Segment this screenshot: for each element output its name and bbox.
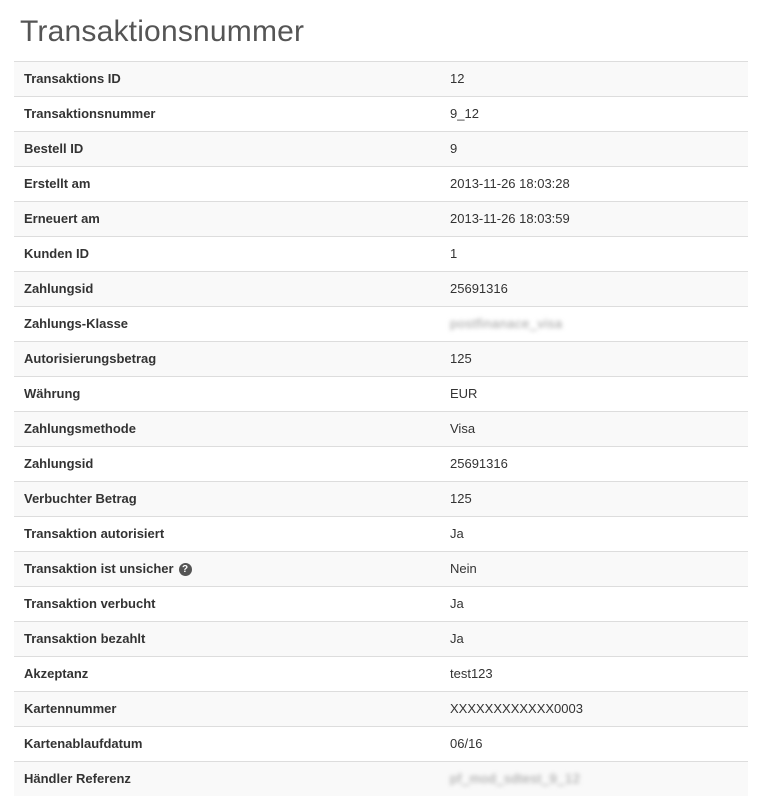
row-value [440,237,748,272]
row-label [14,412,440,447]
row-label-text: Zahlungsmethode [24,421,136,436]
row-label [14,307,440,342]
transaction-detail-table [14,61,748,796]
row-label [14,692,440,727]
row-label-text: Zahlungsid [24,281,93,296]
table-row [14,482,748,517]
row-label [14,62,440,97]
row-value [440,657,748,692]
row-value [440,692,748,727]
row-value-text: XXXXXXXXXXXX0003 [450,701,583,716]
row-value-text: 25691316 [450,281,508,296]
row-label-text: Kunden ID [24,246,89,261]
row-label-text: Zahlungs-Klasse [24,316,128,331]
row-value-text: 9 [450,141,457,156]
row-value [440,482,748,517]
row-value-text: 2013-11-26 18:03:59 [450,211,570,226]
row-value [440,132,748,167]
row-value-text: pf_mod_sdtest_9_12 [450,770,580,788]
row-value-text: Visa [450,421,475,436]
row-label [14,657,440,692]
row-label-text: Akzeptanz [24,666,88,681]
row-label [14,482,440,517]
table-row [14,552,748,587]
row-label-text: Händler Referenz [24,771,131,786]
table-row [14,377,748,412]
row-value-text: 1 [450,246,457,261]
row-value-text: EUR [450,386,477,401]
row-value [440,97,748,132]
row-value-text: Ja [450,631,464,646]
table-row [14,517,748,552]
row-value-text: 125 [450,351,472,366]
row-label-text: Währung [24,386,80,401]
row-value [440,517,748,552]
row-value-text: 9_12 [450,106,479,121]
table-row [14,412,748,447]
row-label [14,237,440,272]
row-label [14,622,440,657]
row-label-text: Transaktion ist unsicher [24,561,174,576]
row-value-text: test123 [450,666,493,681]
row-value [440,272,748,307]
row-label [14,272,440,307]
row-value [440,342,748,377]
row-value [440,307,748,342]
row-value [440,412,748,447]
row-label [14,132,440,167]
row-label-text: Erneuert am [24,211,100,226]
row-value [440,377,748,412]
row-label [14,447,440,482]
row-label [14,762,440,796]
row-value [440,62,748,97]
row-value [440,587,748,622]
row-value-text: 125 [450,491,472,506]
row-value [440,727,748,762]
row-label [14,552,440,587]
table-row [14,202,748,237]
row-label [14,202,440,237]
row-value [440,552,748,587]
row-value-text: Ja [450,596,464,611]
table-row [14,237,748,272]
table-row [14,447,748,482]
table-row [14,727,748,762]
row-label-text: Erstellt am [24,176,90,191]
row-value [440,447,748,482]
table-row [14,272,748,307]
table-row [14,762,748,796]
row-label-text: Verbuchter Betrag [24,491,137,506]
help-icon[interactable]: ? [179,563,192,576]
row-label [14,342,440,377]
table-row [14,62,748,97]
table-row [14,97,748,132]
row-label-text: Zahlungsid [24,456,93,471]
row-value-text: 25691316 [450,456,508,471]
row-label-text: Transaktions ID [24,71,121,86]
row-value [440,202,748,237]
table-row [14,622,748,657]
row-value [440,762,748,796]
table-row [14,167,748,202]
row-value-text: 06/16 [450,736,483,751]
row-value-text: Nein [450,561,477,576]
row-label-text: Kartennummer [24,701,116,716]
row-label [14,97,440,132]
table-row [14,307,748,342]
row-label-text: Transaktion autorisiert [24,526,164,541]
row-value-text: 12 [450,71,464,86]
table-row [14,692,748,727]
row-value [440,622,748,657]
table-row [14,342,748,377]
row-label [14,377,440,412]
row-label [14,727,440,762]
row-label-text: Kartenablaufdatum [24,736,142,751]
row-value-text: postfinanace_visa [450,315,563,333]
row-label-text: Transaktion verbucht [24,596,155,611]
table-row [14,657,748,692]
row-label-text: Autorisierungsbetrag [24,351,156,366]
table-body [14,62,748,796]
row-label-text: Bestell ID [24,141,83,156]
row-value-text: Ja [450,526,464,541]
row-label [14,587,440,622]
table-row [14,132,748,167]
table-row [14,587,748,622]
row-label-text: Transaktion bezahlt [24,631,145,646]
row-label [14,517,440,552]
row-label-text: Transaktionsnummer [24,106,156,121]
transaction-detail-page [0,12,762,736]
row-label [14,167,440,202]
page-title: Transaktionsnummer [20,12,748,51]
row-value [440,167,748,202]
row-value-text: 2013-11-26 18:03:28 [450,176,570,191]
